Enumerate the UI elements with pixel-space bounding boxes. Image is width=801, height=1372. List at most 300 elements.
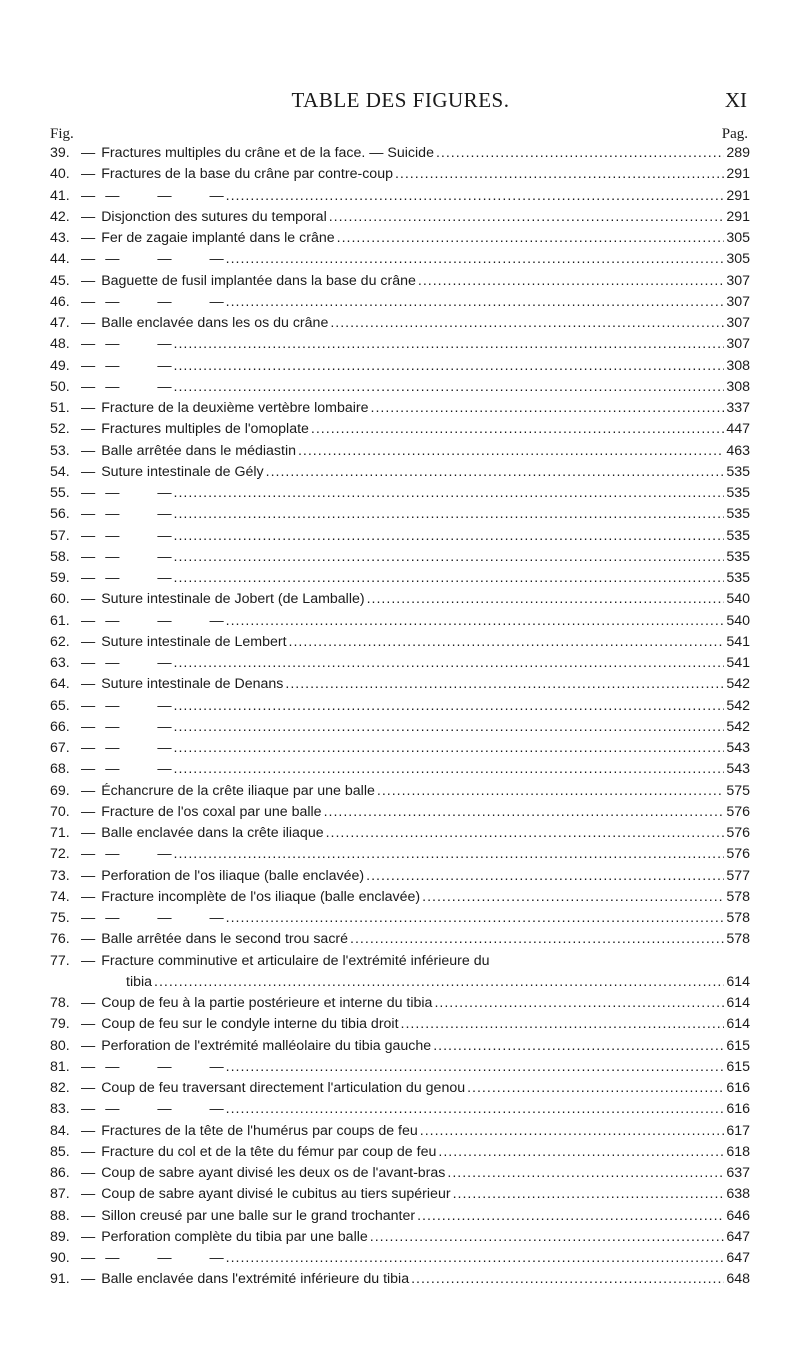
page-reference: 540	[726, 591, 750, 608]
figure-title-line	[81, 951, 750, 972]
page-reference: 307	[726, 272, 750, 289]
dot-leader	[298, 441, 724, 462]
figure-title: Fracture de l'os coxal par une balle	[101, 803, 322, 820]
ditto-marks: — —	[105, 357, 172, 374]
figure-number: 75.	[50, 910, 70, 926]
figure-entry	[50, 143, 750, 164]
page-reference: 648	[726, 1271, 750, 1288]
dot-leader	[370, 1227, 725, 1248]
figure-entry-body	[81, 1036, 750, 1057]
figure-entry	[50, 313, 750, 334]
figure-title: Baguette de fusil implantée dans la base du crâne	[101, 272, 416, 289]
figure-entry-body	[81, 866, 750, 887]
figure-title: Fractures multiples du crâne et de la face. — Suicide	[101, 145, 434, 161]
dot-leader	[174, 568, 725, 589]
dot-leader	[377, 781, 724, 802]
figure-entry	[50, 1227, 750, 1248]
figure-entry-body	[81, 1099, 750, 1120]
figure-entry-body	[81, 887, 750, 908]
figure-number: 86.	[50, 1165, 70, 1181]
figure-number: 81.	[50, 1058, 70, 1075]
dash-mark: —	[81, 1250, 96, 1266]
dot-leader	[453, 1184, 725, 1205]
figure-title: Fracture du col et de la tête du fémur par coup de feu	[101, 1143, 437, 1160]
ditto-marks: — —	[105, 655, 172, 671]
dot-leader	[438, 1142, 724, 1163]
page-reference: 535	[726, 548, 750, 565]
dot-leader	[226, 249, 725, 270]
dot-leader	[433, 1036, 724, 1057]
page-reference: 291	[726, 208, 750, 225]
figure-entry	[50, 632, 750, 653]
figure-number: 41.	[50, 187, 70, 204]
figure-entry-body	[81, 674, 750, 695]
dot-leader	[174, 483, 725, 504]
figure-number: 47.	[50, 315, 70, 331]
dash-mark: —	[81, 230, 96, 246]
figure-number: 46.	[50, 293, 70, 310]
dash-mark: —	[81, 697, 96, 714]
figure-entry-body	[81, 1227, 750, 1248]
page-reference: 614	[726, 1016, 750, 1033]
dot-leader	[311, 419, 724, 440]
dot-leader	[326, 823, 725, 844]
ditto-marks: — —	[105, 506, 172, 523]
figure-number: 45.	[50, 272, 70, 289]
dash-mark: —	[81, 1037, 96, 1054]
dot-leader	[174, 334, 725, 355]
page-reference: 576	[726, 825, 750, 841]
figure-entry-body	[81, 398, 750, 419]
figure-entry	[50, 483, 750, 504]
figure-number: 87.	[50, 1186, 70, 1203]
ditto-marks: — —	[105, 697, 172, 714]
figure-entry-body	[81, 377, 750, 398]
figure-number: 61.	[50, 612, 70, 629]
page-reference: 543	[726, 761, 750, 778]
dash-mark: —	[81, 718, 96, 735]
figure-entry	[50, 292, 750, 313]
page-reference: 578	[726, 931, 750, 948]
dot-leader	[447, 1163, 724, 1184]
figure-entry	[50, 441, 750, 462]
dash-mark: —	[81, 442, 96, 459]
ditto-marks: — — —	[105, 1101, 224, 1118]
figure-entry-body	[81, 334, 750, 355]
figure-entry	[50, 823, 750, 844]
figure-entry-body	[81, 781, 750, 802]
figure-title: Échancrure de la crête iliaque par une balle	[101, 782, 375, 799]
page-reference: 576	[726, 846, 750, 863]
figure-entry	[50, 1163, 750, 1184]
figure-title-continuation	[126, 972, 750, 993]
dot-leader	[411, 1269, 724, 1290]
figure-entry	[50, 1142, 750, 1163]
figure-number: 58.	[50, 548, 70, 565]
page-reference: 463	[726, 442, 750, 459]
dash-mark: —	[81, 485, 96, 501]
figure-number: 68.	[50, 761, 70, 778]
figure-number: 40.	[50, 166, 70, 183]
page-reference: 646	[726, 1207, 750, 1224]
figure-title: Balle arrêtée dans le médiastin	[101, 442, 296, 459]
figure-entry	[50, 887, 750, 908]
figure-number: 76.	[50, 931, 70, 948]
figure-number: 60.	[50, 591, 70, 608]
page-reference: 535	[726, 463, 750, 480]
page-reference: 291	[726, 187, 750, 204]
figure-entry-body	[81, 1269, 750, 1290]
figure-entry	[50, 589, 750, 610]
figure-number: 44.	[50, 251, 70, 268]
page-reference: 647	[726, 1228, 750, 1245]
figure-title: Fracture comminutive et articulaire de l'extrémité inférieure du	[101, 952, 490, 969]
figure-number: 70.	[50, 803, 70, 820]
ditto-marks: — — —	[105, 251, 224, 268]
ditto-marks: — —	[105, 846, 172, 863]
figure-title: Perforation de l'extrémité malléolaire du tibia gauche	[101, 1037, 432, 1054]
figure-entry-body	[81, 1206, 750, 1227]
dash-mark: —	[81, 740, 96, 756]
page-reference: 307	[726, 336, 750, 353]
figure-entry-body	[81, 164, 750, 185]
dot-leader	[174, 696, 725, 717]
ditto-marks: — — —	[105, 612, 224, 629]
page-reference: 447	[726, 421, 750, 438]
figure-entry	[50, 1099, 750, 1120]
dot-leader	[337, 228, 725, 249]
figure-entry-body	[81, 611, 750, 632]
figure-title: Coup de feu traversant directement l'articulation du genou	[101, 1080, 466, 1096]
page-reference: 576	[726, 803, 750, 820]
dot-leader	[395, 164, 724, 185]
dash-mark: —	[81, 931, 96, 948]
page-reference: 542	[726, 697, 750, 714]
figure-entry-body	[81, 143, 750, 164]
page-reference: 578	[726, 910, 750, 926]
dash-mark: —	[81, 357, 96, 374]
figure-title: Coup de sabre ayant divisé le cubitus au tiers supérieur	[101, 1186, 451, 1203]
dash-mark: —	[81, 761, 96, 778]
page-reference: 535	[726, 506, 750, 523]
figure-title: Suture intestinale de Gély	[101, 463, 264, 480]
figure-title: Suture intestinale de Jobert (de Lamballe)	[101, 591, 365, 608]
figure-entry	[50, 717, 750, 738]
figure-title: Fractures de la tête de l'humérus par coups de feu	[101, 1122, 418, 1139]
page-reference: 616	[726, 1080, 750, 1096]
page-reference: 291	[726, 166, 750, 183]
figure-entry	[50, 1184, 750, 1205]
figure-entry-body	[81, 441, 750, 462]
page-reference: 543	[726, 740, 750, 756]
figure-number: 82.	[50, 1080, 70, 1096]
page-reference: 541	[726, 633, 750, 650]
figure-entry	[50, 1036, 750, 1057]
figure-title: Fracture de la deuxième vertèbre lombaire	[101, 400, 369, 416]
figure-entry-body	[81, 1163, 750, 1184]
figure-title: Perforation complète du tibia par une balle	[101, 1228, 368, 1245]
page-reference: 307	[726, 315, 750, 331]
figure-title: Balle enclavée dans l'extrémité inférieure du tibia	[101, 1271, 410, 1288]
page-reference: 542	[726, 676, 750, 693]
figure-number: 91.	[50, 1271, 70, 1288]
figure-entry	[50, 228, 750, 249]
dash-mark: —	[81, 315, 96, 331]
figure-entry-body	[81, 1142, 750, 1163]
dot-leader	[330, 313, 724, 334]
figure-entry	[50, 547, 750, 568]
dash-mark: —	[81, 1058, 96, 1075]
dash-mark: —	[81, 421, 96, 438]
figure-entry	[50, 908, 750, 929]
page-reference: 577	[726, 867, 750, 884]
figure-number: 80.	[50, 1037, 70, 1054]
figure-entry-body	[81, 1248, 750, 1269]
dash-mark: —	[81, 400, 96, 416]
dot-leader	[226, 1248, 725, 1269]
page-reference: 308	[726, 378, 750, 395]
figure-entry-body	[81, 249, 750, 270]
dash-mark: —	[81, 655, 96, 671]
figure-title: Coup de feu à la partie postérieure et interne du tibia	[101, 995, 433, 1011]
dot-leader	[367, 589, 725, 610]
figure-number: 65.	[50, 697, 70, 714]
dot-leader	[174, 759, 725, 780]
figure-entry	[50, 419, 750, 440]
page-reference: 575	[726, 782, 750, 799]
dash-mark: —	[81, 633, 96, 650]
dot-leader	[226, 1099, 725, 1120]
dash-mark: —	[81, 336, 96, 353]
figure-entry	[50, 759, 750, 780]
dot-leader	[226, 292, 725, 313]
figure-number: 73.	[50, 867, 70, 884]
ditto-marks: — —	[105, 740, 172, 756]
dash-mark: —	[81, 548, 96, 565]
dot-leader	[422, 887, 724, 908]
figure-number: 66.	[50, 718, 70, 735]
figure-entry	[50, 1269, 750, 1290]
page-reference: 535	[726, 570, 750, 586]
page-reference: 289	[726, 145, 750, 161]
figure-entry-body	[81, 653, 750, 674]
dot-leader	[418, 271, 724, 292]
figure-entry-body	[81, 313, 750, 334]
figure-title: Sillon creusé par une balle sur le grand trochanter	[101, 1207, 416, 1224]
figure-entry-body	[81, 186, 750, 207]
dot-leader	[174, 717, 725, 738]
page-reference: 535	[726, 527, 750, 544]
figure-entry	[50, 398, 750, 419]
figure-entry-body	[81, 589, 750, 610]
figure-entry-body	[81, 908, 750, 929]
dot-leader	[366, 866, 724, 887]
ditto-marks: — —	[105, 761, 172, 778]
figure-number: 72.	[50, 846, 70, 863]
figure-number: 89.	[50, 1228, 70, 1245]
figure-entry	[50, 568, 750, 589]
dash-mark: —	[81, 612, 96, 629]
figure-entry-body	[81, 504, 750, 525]
figure-entry-body	[81, 717, 750, 738]
ditto-marks: — — —	[105, 910, 224, 926]
figure-entry	[50, 334, 750, 355]
figure-entry-body	[81, 1014, 750, 1035]
dash-mark: —	[81, 208, 96, 225]
dash-mark: —	[81, 1143, 96, 1160]
ditto-marks: — — —	[105, 187, 224, 204]
dash-mark: —	[81, 1165, 96, 1181]
page-reference: 617	[726, 1122, 750, 1139]
ditto-marks: — — —	[105, 1058, 224, 1075]
figure-title: Coup de sabre ayant divisé les deux os de l'avant-bras	[101, 1165, 446, 1181]
figure-entry	[50, 377, 750, 398]
page-reference: 305	[726, 251, 750, 268]
figure-title: Perforation de l'os iliaque (balle enclavée)	[101, 867, 365, 884]
figure-number: 53.	[50, 442, 70, 459]
figure-entry	[50, 164, 750, 185]
figure-number: 64.	[50, 676, 70, 693]
figure-entry-body	[81, 547, 750, 568]
figure-title: Fractures de la base du crâne par contre-coup	[101, 166, 393, 183]
dot-leader	[371, 398, 725, 419]
figure-title: Disjonction des sutures du temporal	[101, 208, 327, 225]
figure-number: 79.	[50, 1016, 70, 1033]
figure-number: 43.	[50, 230, 70, 246]
dash-mark: —	[81, 952, 96, 969]
page-reference: 541	[726, 655, 750, 671]
figure-entry	[50, 1014, 750, 1035]
ditto-marks: — —	[105, 485, 172, 501]
page-reference: 542	[726, 718, 750, 735]
figure-entry-body	[81, 929, 750, 950]
figure-entry-body	[81, 292, 750, 313]
dash-mark: —	[81, 570, 96, 586]
page-reference: 337	[726, 400, 750, 416]
figure-entry	[50, 844, 750, 865]
figure-entry-body	[81, 568, 750, 589]
page-reference: 305	[726, 230, 750, 246]
page-reference: 540	[726, 612, 750, 629]
figure-entry	[50, 249, 750, 270]
ditto-marks: — — —	[105, 293, 224, 310]
ditto-marks: — —	[105, 718, 172, 735]
figure-entry-body	[81, 696, 750, 717]
ditto-marks: — —	[105, 548, 172, 565]
figure-entry	[50, 866, 750, 887]
figure-entry	[50, 271, 750, 292]
dash-mark: —	[81, 910, 96, 926]
dot-leader	[324, 802, 725, 823]
figure-entry-body	[81, 802, 750, 823]
figure-entry	[50, 696, 750, 717]
figure-title: Balle enclavée dans la crête iliaque	[101, 825, 324, 841]
dash-mark: —	[81, 1207, 96, 1224]
figure-entry	[50, 356, 750, 377]
dot-leader	[226, 908, 725, 929]
figure-title: Balle enclavée dans les os du crâne	[101, 315, 329, 331]
figure-entry	[50, 1206, 750, 1227]
figure-entry-body	[81, 1121, 750, 1142]
figure-entry-body	[81, 483, 750, 504]
figure-number: 74.	[50, 888, 70, 905]
figure-number: 59.	[50, 570, 70, 586]
page-reference: 308	[726, 357, 750, 374]
figure-number: 55.	[50, 485, 70, 501]
figure-entry	[50, 993, 750, 1014]
page-reference: 618	[726, 1143, 750, 1160]
figure-number: 54.	[50, 463, 70, 480]
dash-mark: —	[81, 145, 96, 161]
dot-leader	[329, 207, 725, 228]
dot-leader	[174, 356, 725, 377]
dash-mark: —	[81, 803, 96, 820]
figure-entry	[50, 1057, 750, 1078]
figure-entry-body	[81, 462, 750, 483]
page-reference: 614	[726, 973, 750, 990]
dot-leader	[467, 1078, 724, 1099]
dot-leader	[154, 972, 724, 993]
page-header	[0, 88, 801, 114]
figure-entry-body	[81, 207, 750, 228]
dash-mark: —	[81, 1271, 96, 1288]
dot-leader	[420, 1121, 725, 1142]
ditto-marks: — —	[105, 336, 172, 353]
dash-mark: —	[81, 995, 96, 1011]
dash-mark: —	[81, 1080, 96, 1096]
dot-leader	[350, 929, 724, 950]
dash-mark: —	[81, 1122, 96, 1139]
figure-entry	[50, 207, 750, 228]
figure-title: Fracture incomplète de l'os iliaque (balle enclavée)	[101, 888, 421, 905]
figure-entry-body	[81, 632, 750, 653]
figure-entry	[50, 674, 750, 695]
dash-mark: —	[81, 293, 96, 310]
figure-entry	[50, 611, 750, 632]
dot-leader	[174, 504, 725, 525]
dot-leader	[174, 738, 725, 759]
figure-entry	[50, 929, 750, 950]
page-number: XI	[724, 88, 747, 112]
figure-title: Suture intestinale de Denans	[101, 676, 284, 693]
figure-number: 71.	[50, 825, 70, 841]
figure-title: Fractures multiples de l'omoplate	[101, 421, 309, 438]
figure-entry-body	[81, 228, 750, 249]
dash-mark: —	[81, 272, 96, 289]
dot-leader	[285, 674, 724, 695]
figure-number: 51.	[50, 400, 70, 416]
figure-entry-body	[81, 1184, 750, 1205]
page-reference: 616	[726, 1101, 750, 1118]
dash-mark: —	[81, 166, 96, 183]
dash-mark: —	[81, 1016, 96, 1033]
figure-number: 88.	[50, 1207, 70, 1224]
figure-entry	[50, 951, 750, 994]
figure-title-part: tibia	[126, 973, 153, 990]
figure-entry	[50, 462, 750, 483]
dash-mark: —	[81, 888, 96, 905]
dot-leader	[436, 143, 724, 164]
figure-entry	[50, 1121, 750, 1142]
dot-leader	[174, 547, 725, 568]
figure-entry-body	[81, 993, 750, 1014]
dash-mark: —	[81, 506, 96, 523]
figure-number: 48.	[50, 336, 70, 353]
dot-leader	[174, 844, 725, 865]
dash-mark: —	[81, 463, 96, 480]
figure-entry	[50, 738, 750, 759]
page-reference: 578	[726, 888, 750, 905]
